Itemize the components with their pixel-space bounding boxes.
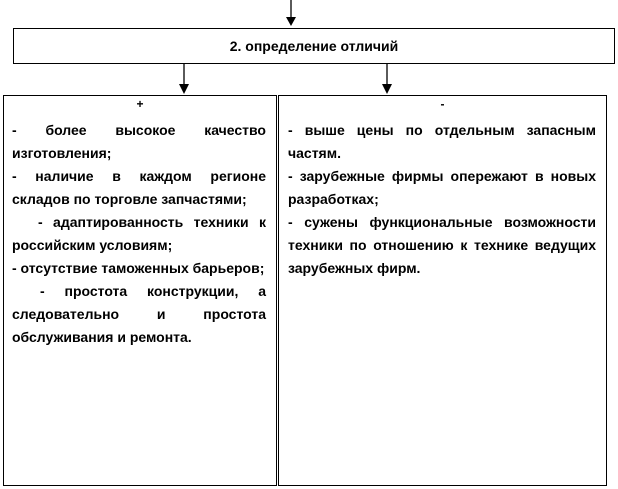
cons-item: - сужены функциональные возможности техники по отношению к технике ведущих зарубежных фирм. [288, 214, 596, 276]
cons-box [278, 95, 607, 486]
cons-sign: - [440, 97, 445, 111]
pros-item: - отсутствие таможенных барьеров; [12, 260, 265, 276]
arrow-to-pros [176, 64, 192, 95]
step-title: 2. определение отличий [229, 38, 399, 54]
pros-list [12, 119, 266, 349]
incoming-arrow [283, 0, 299, 28]
cons-list [288, 119, 596, 280]
pros-item: - наличие в каждом регионе складов по торговле запчастями; [12, 168, 266, 207]
pros-sign: + [136, 97, 144, 111]
pros-item: - простота конструкции, а следовательно и простота обслуживания и ремонта. [12, 283, 266, 345]
arrow-to-cons [379, 64, 395, 95]
pros-box [3, 95, 277, 486]
cons-item: - выше цены по отдельным запасным частям. [288, 122, 596, 161]
pros-item: - адаптированность техники к российским условиям; [12, 214, 266, 253]
step-box [13, 28, 615, 64]
cons-item: - зарубежные фирмы опережают в новых разработках; [288, 168, 596, 207]
pros-item: - более высокое качество изготовления; [12, 122, 266, 161]
